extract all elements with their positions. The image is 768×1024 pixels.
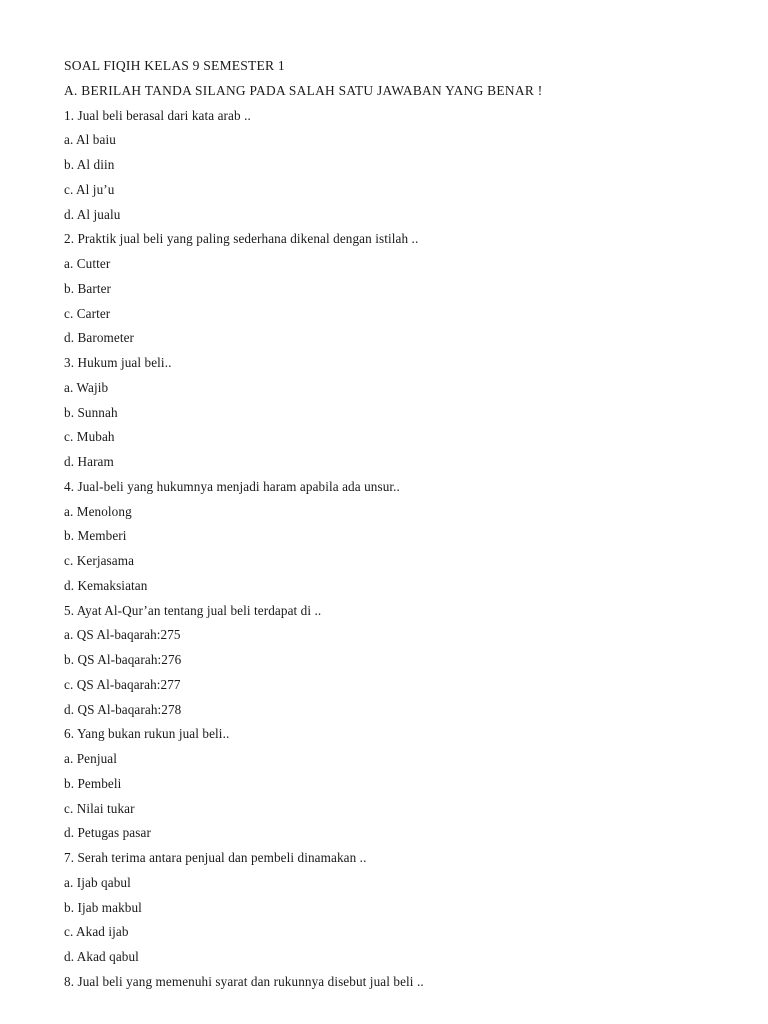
question-6 bbox=[64, 722, 728, 846]
option-c: c. Mubah bbox=[64, 429, 115, 445]
option-c: c. QS Al-baqarah:277 bbox=[64, 676, 181, 692]
option-c: c. Akad ijab bbox=[64, 924, 129, 940]
option-b: b. Ijab makbul bbox=[64, 899, 142, 915]
question-1 bbox=[64, 104, 728, 228]
question-text: 2. Praktik jual beli yang paling sederhana dikenal dengan istilah .. bbox=[64, 231, 419, 247]
question-3 bbox=[64, 351, 728, 475]
option-c: c. Nilai tukar bbox=[64, 800, 135, 816]
option-a: a. Al baiu bbox=[64, 132, 116, 148]
option-c: c. Carter bbox=[64, 305, 111, 321]
option-a: a. Ijab qabul bbox=[64, 874, 131, 890]
option-a: a. Cutter bbox=[64, 256, 111, 271]
option-d: d. Al jualu bbox=[64, 206, 121, 222]
option-b: b. Pembeli bbox=[64, 775, 122, 791]
option-d: d. QS Al-baqarah:278 bbox=[64, 701, 182, 717]
question-text: 1. Jual beli berasal dari kata arab .. bbox=[64, 107, 251, 123]
option-d: d. Kemaksiatan bbox=[64, 577, 148, 593]
question-text: 8. Jual beli yang memenuhi syarat dan rukunnya disebut jual beli .. bbox=[64, 973, 424, 989]
question-text: 6. Yang bukan rukun jual beli.. bbox=[64, 726, 230, 742]
document-content bbox=[64, 54, 728, 995]
option-a: a. Wajib bbox=[64, 379, 109, 395]
question-4 bbox=[64, 475, 728, 599]
option-c: c. Kerjasama bbox=[64, 553, 135, 568]
option-b: b. QS Al-baqarah:276 bbox=[64, 652, 182, 667]
question-7 bbox=[64, 846, 728, 970]
option-b: b. Sunnah bbox=[64, 404, 118, 420]
document-title: SOAL FIQIH KELAS 9 SEMESTER 1 bbox=[64, 58, 285, 73]
option-b: b. Memberi bbox=[64, 528, 127, 544]
document-instruction: A. BERILAH TANDA SILANG PADA SALAH SATU JAWABAN YANG BENAR ! bbox=[64, 82, 543, 98]
option-d: d. Petugas pasar bbox=[64, 825, 151, 841]
question-text: 4. Jual-beli yang hukumnya menjadi haram apabila ada unsur.. bbox=[64, 478, 400, 494]
option-d: d. Akad qabul bbox=[64, 949, 139, 964]
question-text: 5. Ayat Al-Qur’an tentang jual beli terdapat di .. bbox=[64, 602, 322, 618]
option-a: a. Penjual bbox=[64, 751, 118, 766]
option-a: a. Menolong bbox=[64, 503, 132, 519]
option-d: d. Haram bbox=[64, 454, 114, 469]
question-2 bbox=[64, 227, 728, 351]
question-text: 7. Serah terima antara penjual dan pembeli dinamakan .. bbox=[64, 850, 367, 865]
question-5 bbox=[64, 599, 728, 723]
option-b: b. Barter bbox=[64, 280, 112, 296]
option-d: d. Barometer bbox=[64, 330, 135, 346]
option-c: c. Al ju’u bbox=[64, 181, 115, 197]
option-b: b. Al diin bbox=[64, 157, 115, 172]
question-text: 3. Hukum jual beli.. bbox=[64, 355, 172, 370]
question-8 bbox=[64, 970, 728, 995]
option-a: a. QS Al-baqarah:275 bbox=[64, 627, 181, 643]
